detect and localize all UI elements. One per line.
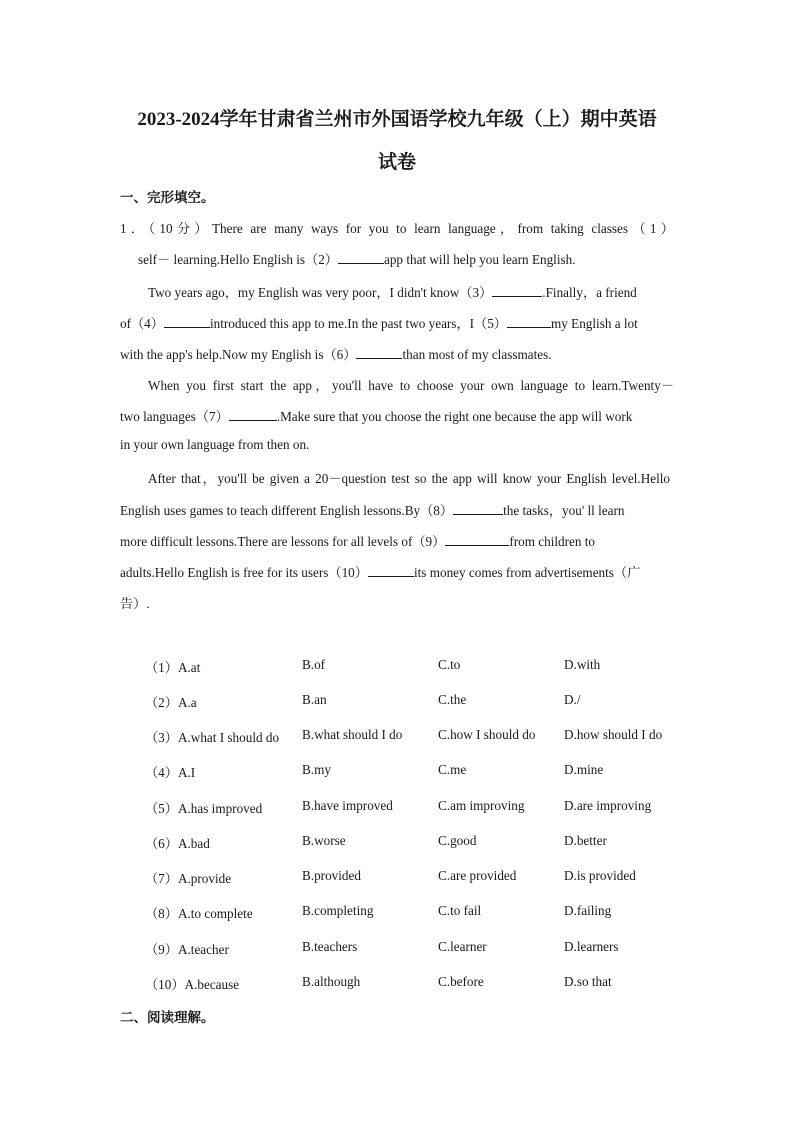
passage-line-7 — [120, 406, 632, 425]
option-9b[interactable]: B.teachers — [302, 939, 358, 954]
passage-text: There are many ways for you to learn language，from taking classes（1） — [211, 221, 674, 236]
passage-text: introduced this app to me.In the past two years，I（5） — [209, 316, 507, 331]
passage-text: 告）. — [120, 596, 150, 611]
option-7c[interactable]: C.are provided — [438, 868, 517, 883]
blank-4[interactable] — [164, 315, 210, 328]
option-7a[interactable]: （7）A.provide — [145, 871, 232, 886]
option-6b[interactable]: B.worse — [302, 833, 346, 848]
passage-line-3 — [148, 282, 674, 301]
option-6a[interactable]: （6）A.bad — [145, 836, 210, 851]
passage-text: its money comes from advertisements（广 — [413, 565, 641, 580]
passage-line-11 — [120, 531, 595, 550]
option-1d[interactable]: D.with — [564, 657, 601, 672]
option-8b[interactable]: B.completing — [302, 903, 374, 918]
passage-text: adults.Hello English is free for its users（10） — [120, 565, 368, 580]
option-4a[interactable]: （4）A.I — [145, 765, 196, 780]
option-2c[interactable]: C.the — [438, 692, 467, 707]
option-4c[interactable]: C.me — [438, 762, 467, 777]
passage-text: two languages（7） — [120, 409, 229, 424]
option-5a[interactable]: （5）A.has improved — [145, 801, 263, 816]
passage-text: .Finally，a friend — [542, 285, 637, 300]
passage-text: When you first start the app，you'll have to choose your own language to learn.Twenty－ — [148, 378, 674, 393]
passage-text: .Make sure that you choose the right one because the app will work — [276, 409, 633, 424]
passage-text: After that，you'll be given a 20－question test so the app will know your English level.Hello — [148, 471, 670, 486]
passage-line-2 — [138, 249, 576, 268]
section-heading-cloze: 一、完形填空。 — [120, 190, 215, 205]
question-number: 1．（10分） — [120, 221, 212, 236]
option-10b[interactable]: B.although — [302, 974, 361, 989]
option-1a[interactable]: （1）A.at — [145, 660, 201, 675]
passage-line-4 — [120, 313, 638, 332]
option-5d[interactable]: D.are improving — [564, 798, 652, 813]
blank-10[interactable] — [368, 564, 414, 577]
option-5c[interactable]: C.am improving — [438, 798, 525, 813]
option-8d[interactable]: D.failing — [564, 903, 612, 918]
option-8c[interactable]: C.to fail — [438, 903, 482, 918]
option-9a[interactable]: （9）A.teacher — [145, 942, 229, 957]
passage-text: app that will help you learn English. — [383, 252, 576, 267]
option-1b[interactable]: B.of — [302, 657, 326, 672]
option-4d[interactable]: D.mine — [564, 762, 604, 777]
passage-line-12 — [120, 562, 640, 581]
blank-3[interactable] — [492, 284, 542, 297]
passage-text: English uses games to teach different English lessons.By（8） — [120, 503, 454, 518]
exam-title-line-1: 2023-2024学年甘肃省兰州市外国语学校九年级（上）期中英语 — [137, 109, 657, 130]
blank-9[interactable] — [445, 533, 509, 546]
option-8a[interactable]: （8）A.to complete — [145, 906, 253, 921]
passage-text: my English a lot — [551, 316, 638, 331]
passage-text: than most of my classmates. — [402, 347, 552, 362]
option-2a[interactable]: （2）A.a — [145, 695, 197, 710]
passage-text: in your own language from then on. — [120, 437, 310, 452]
blank-7[interactable] — [229, 408, 277, 421]
option-1c[interactable]: C.to — [438, 657, 461, 672]
passage-line-1 — [120, 218, 674, 237]
option-3d[interactable]: D.how should I do — [564, 727, 663, 742]
passage-text: from children to — [509, 534, 596, 549]
passage-text: of（4） — [120, 316, 164, 331]
passage-text: self－ learning.Hello English is（2） — [138, 252, 338, 267]
exam-title-line-2: 试卷 — [377, 152, 416, 173]
option-2d[interactable]: D./ — [564, 692, 581, 707]
option-7b[interactable]: B.provided — [302, 868, 361, 883]
blank-2[interactable] — [338, 251, 384, 264]
option-4b[interactable]: B.my — [302, 762, 331, 777]
option-3b[interactable]: B.what should I do — [302, 727, 403, 742]
passage-line-6 — [148, 375, 674, 394]
passage-text: with the app's help.Now my English is（6） — [120, 347, 357, 362]
option-2b[interactable]: B.an — [302, 692, 327, 707]
passage-text: the tasks，you' ll learn — [503, 503, 625, 518]
passage-line-9 — [148, 468, 670, 487]
passage-line-5 — [120, 344, 552, 363]
passage-line-13 — [120, 593, 150, 612]
option-6c[interactable]: C.good — [438, 833, 477, 848]
option-10d[interactable]: D.so that — [564, 974, 612, 989]
passage-text: more difficult lessons.There are lessons for all levels of（9） — [120, 534, 446, 549]
option-5b[interactable]: B.have improved — [302, 798, 393, 813]
option-3c[interactable]: C.how I should do — [438, 727, 536, 742]
passage-line-8 — [120, 437, 309, 453]
option-7d[interactable]: D.is provided — [564, 868, 636, 883]
blank-6[interactable] — [356, 346, 402, 359]
option-9d[interactable]: D.learners — [564, 939, 619, 954]
option-9c[interactable]: C.learner — [438, 939, 487, 954]
option-10c[interactable]: C.before — [438, 974, 484, 989]
option-3a[interactable]: （3）A.what I should do — [145, 730, 280, 745]
passage-line-10 — [120, 500, 624, 519]
blank-5[interactable] — [507, 315, 551, 328]
option-10a[interactable]: （10）A.because — [145, 977, 240, 992]
option-6d[interactable]: D.better — [564, 833, 607, 848]
section-heading-reading: 二、阅读理解。 — [120, 1010, 215, 1025]
blank-8[interactable] — [453, 502, 503, 515]
passage-text: Two years ago，my English was very poor，I didn't know（3） — [148, 285, 493, 300]
